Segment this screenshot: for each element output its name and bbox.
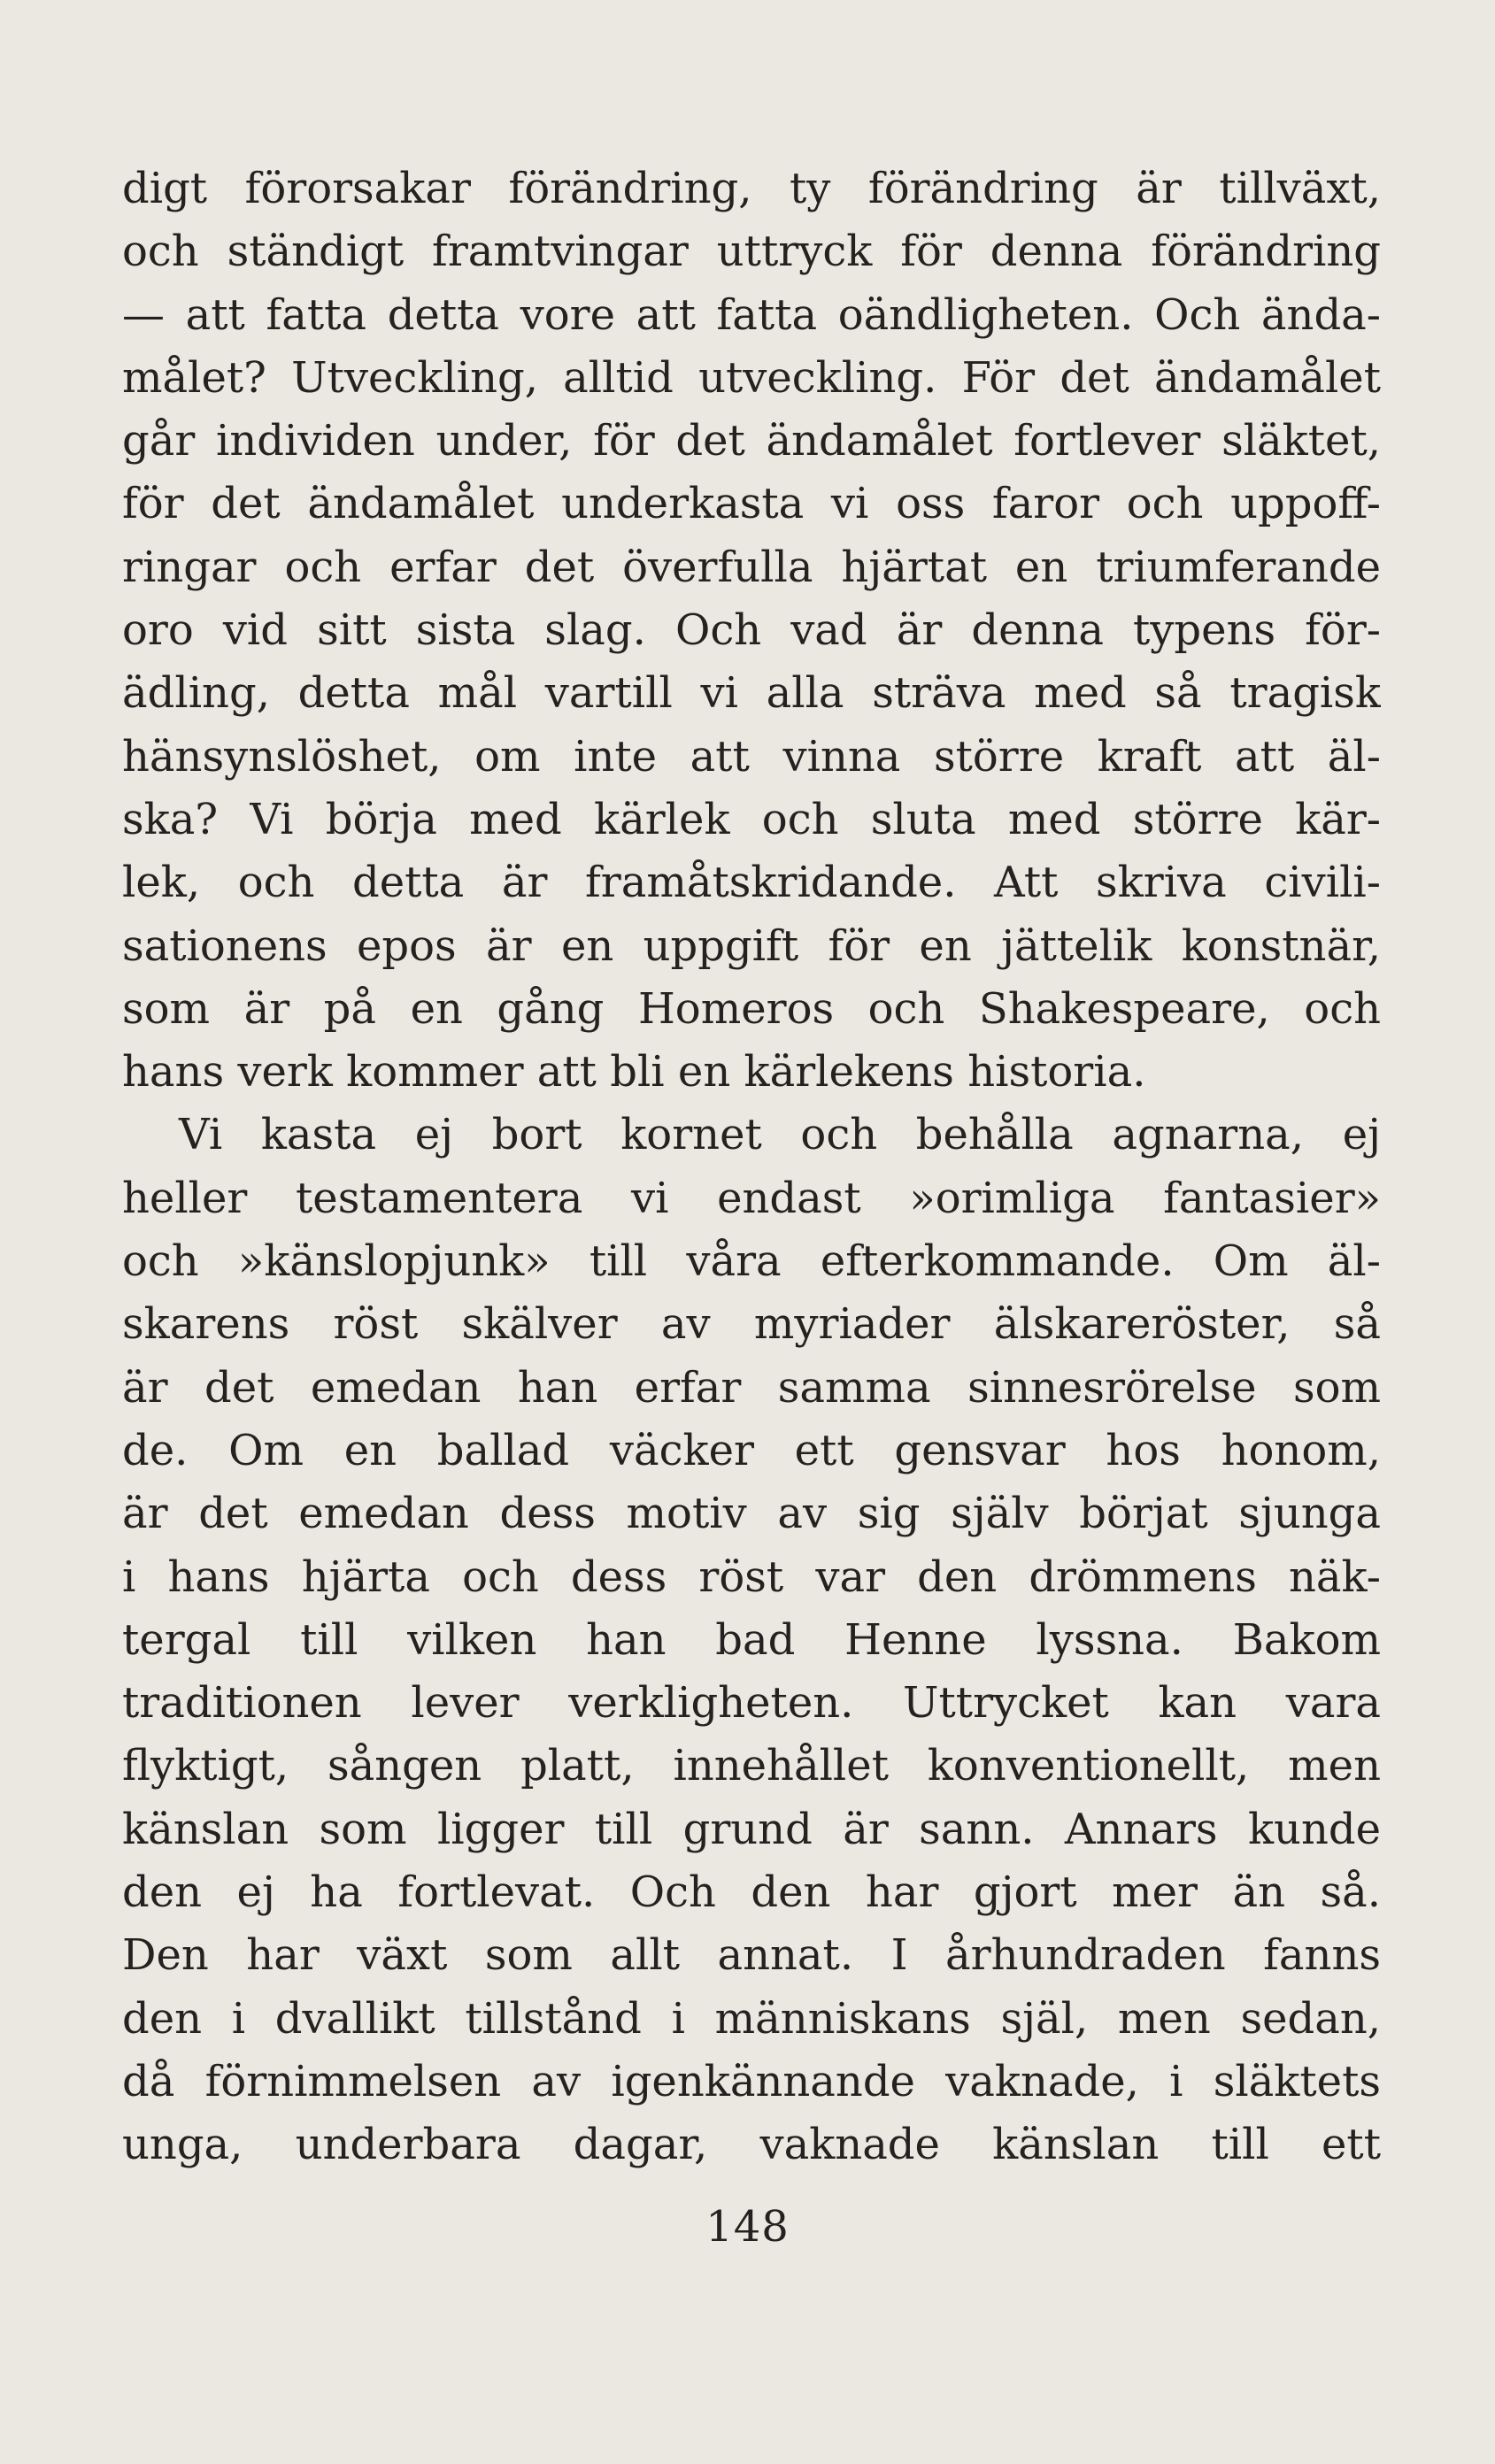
text-line: i hans hjärta och dess röst var den drömmens näk- (122, 1552, 1381, 1602)
text-line: och ständigt framtvingar uttryck för denna förändring (122, 227, 1381, 277)
text-line: skarens röst skälver av myriader älskareröster, så (122, 1299, 1381, 1350)
text-line: som är på en gång Homeros och Shakespeare, och (122, 983, 1381, 1034)
paragraph-start-line: Vi kasta ej bort kornet och behålla agnarna, ej (179, 1110, 1381, 1160)
text-line: de. Om en ballad väcker ett gensvar hos honom, (122, 1425, 1381, 1475)
text-line: hänsynslöshet, om inte att vinna större kraft att äl- (122, 731, 1381, 782)
text-line: för det ändamålet underkasta vi oss faror och uppoff- (122, 479, 1381, 529)
text-line: den ej ha fortlevat. Och den har gjort mer än så. (122, 1867, 1381, 1918)
text-line: och »känslopjunk» till våra efterkommande. Om äl- (122, 1236, 1381, 1287)
text-line: är det emedan han erfar samma sinnesrörelse som (122, 1362, 1381, 1413)
text-line: flyktigt, sången platt, innehållet konventionellt, men (122, 1741, 1381, 1791)
text-line: digt förorsakar förändring, ty förändring är tillväxt, (122, 164, 1381, 213)
body-text (122, 158, 1381, 2177)
text-line: heller testamentera vi endast »orimliga fantasier» (122, 1173, 1381, 1223)
text-line: går individen under, för det ändamålet fortlever släktet, (122, 416, 1381, 466)
text-line: Den har växt som allt annat. I århundraden fanns (122, 1930, 1381, 1981)
text-line: är det emedan dess motiv av sig själv börjat sjunga (122, 1489, 1381, 1539)
text-line: — att fatta detta vore att fatta oändligheten. Och ända- (122, 289, 1381, 340)
text-line: unga, underbara dagar, vaknade känslan till ett (122, 2120, 1381, 2170)
text-line: ringar och erfar det överfulla hjärtat en triumferande (122, 542, 1381, 592)
text-line: lek, och detta är framåtskridande. Att skriva civili- (122, 858, 1381, 908)
page-number: 148 (705, 2202, 790, 2252)
text-line: oro vid sitt sista slag. Och vad är denna typens för- (122, 605, 1381, 656)
text-line: ska? Vi börja med kärlek och sluta med större kär- (122, 794, 1381, 844)
paragraph-end-line: hans verk kommer att bli en kärlekens historia. (122, 1047, 1146, 1097)
text-line: då förnimmelsen av igenkännande vaknade, i släktets (122, 2056, 1381, 2106)
text-line: traditionen lever verkligheten. Uttrycket kan vara (122, 1678, 1381, 1729)
text-line: den i dvallikt tillstånd i människans själ, men sedan, (122, 1993, 1381, 2044)
text-line: känslan som ligger till grund är sann. Annars kunde (122, 1804, 1381, 1854)
text-line: ädling, detta mål vartill vi alla sträva med så tragisk (122, 668, 1381, 719)
text-line: tergal till vilken han bad Henne lyssna. Bakom (122, 1614, 1381, 1665)
text-line: målet? Utveckling, alltid utveckling. För det ändamålet (122, 352, 1381, 403)
text-line: sationens epos är en uppgift för en jättelik konstnär, (122, 920, 1381, 971)
